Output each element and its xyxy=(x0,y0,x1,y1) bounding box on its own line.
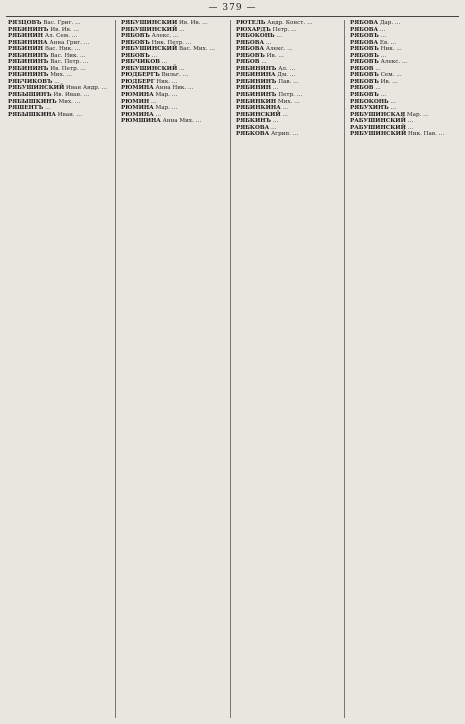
entry-details: … xyxy=(373,65,381,72)
entry-surname: РЯБУШИНСКИЙ xyxy=(121,46,178,53)
entry-details: … xyxy=(264,39,272,46)
entry-details: Алекс. … xyxy=(378,59,408,66)
entry-details: … xyxy=(373,85,381,92)
entry-surname: РЯБИНИНЪ xyxy=(8,26,49,33)
entry-surname: РЯБИНИНЪ xyxy=(8,65,49,72)
entry-details: Ник. … xyxy=(154,78,178,85)
entry-details: … xyxy=(378,92,387,99)
entry-surname: РАБУШИНСКИЙ xyxy=(350,124,406,131)
entry-details: Ев. … xyxy=(378,39,397,46)
entry-surname: РЯБИНИН xyxy=(236,85,272,92)
entry-surname: РЮМИНА xyxy=(121,85,154,92)
entry-details: … xyxy=(378,33,387,40)
column-separator xyxy=(115,20,116,718)
entry-details: … xyxy=(280,111,288,118)
entry-details: Мар. … xyxy=(405,111,429,118)
entry-surname: РЯБОВ xyxy=(350,85,374,92)
entry-details: Ив. … xyxy=(378,78,398,85)
entry-surname: РЯБОВЪ xyxy=(350,92,379,99)
entry-details: Вас. Мих. … xyxy=(177,46,215,53)
entry-details: Вас. Ник. … xyxy=(48,52,86,59)
entry-details: … xyxy=(378,52,387,59)
entry-details: Анна Мих. … xyxy=(160,118,202,125)
entry-surname: РЯБОВЪ xyxy=(350,46,379,53)
entry-surname: РЯБОВЪ xyxy=(350,52,379,59)
entry-surname: РЯБУШИНСКАЯ xyxy=(350,111,406,118)
entry-surname: РЯБОВ xyxy=(236,59,260,66)
entry-details: Алекс. … xyxy=(149,33,179,40)
entry-surname: РЮМШИНА xyxy=(121,118,161,125)
entry-details: Вильг. … xyxy=(159,72,189,79)
entry-surname: РЯБИНИНЪ xyxy=(236,65,277,72)
entry-details: Иван. … xyxy=(55,111,82,118)
entry-details: … xyxy=(271,85,279,92)
entry-surname: РЯБОВЪ xyxy=(350,78,379,85)
entry-surname: РЯБОВЪ xyxy=(350,33,379,40)
entry-details: Ив. Петр. … xyxy=(48,65,86,72)
entry-details: … xyxy=(177,65,185,72)
entry-details: Ив. Ив. … xyxy=(48,26,79,33)
column-separator xyxy=(344,20,345,718)
entry-details: … xyxy=(52,78,60,85)
entry-details: … xyxy=(149,98,157,105)
entry-details: Агрип. … xyxy=(269,131,299,138)
entry-details: Мих. … xyxy=(276,98,300,105)
entry-details: … xyxy=(405,124,414,131)
entry-surname: РЯБИНИНЪ xyxy=(236,78,277,85)
entry-surname: РЯБЫШКИНЪ xyxy=(8,98,57,105)
entry-surname: РЯБОКОНЬ xyxy=(350,98,389,105)
entry-surname: РАБУШИНСКИЙ xyxy=(350,118,406,125)
entry-details: Иван Андр. … xyxy=(64,85,108,92)
entry-surname: РЯБОКОНЬ xyxy=(236,33,275,40)
entry-details: … xyxy=(270,118,279,125)
entry-details: … xyxy=(378,26,386,33)
entry-surname: РЮДБЕРГ xyxy=(121,78,155,85)
column-4 xyxy=(350,20,457,720)
entry-surname: РЯБЫШКИНА xyxy=(8,111,56,118)
entry-surname: РЯБЧИКОВЪ xyxy=(8,78,53,85)
entry-details: Мих. … xyxy=(48,72,72,79)
entry-surname: РЯБУШИНСКИЙ xyxy=(121,26,178,33)
entry-details: Дар. … xyxy=(378,20,401,26)
column-1 xyxy=(8,20,111,720)
entry-surname: РЯБИНИНА xyxy=(8,39,48,46)
entry-details: … xyxy=(388,105,397,112)
entry-surname: РЯБУШИНСКИЙ xyxy=(350,131,407,138)
entry-surname: РЮТЕЛЬ xyxy=(236,20,266,26)
directory-entry xyxy=(8,112,111,119)
entry-surname: РЯБИНИН xyxy=(8,33,44,40)
entry-details: Ал. Сем. … xyxy=(43,33,78,40)
entry-surname: РЮХАРДЪ xyxy=(236,26,271,33)
entry-surname: РЯБУШИНСКИЙ xyxy=(8,85,65,92)
entry-surname: РЮМИНА xyxy=(121,111,154,118)
entry-details: Вас. Ник. … xyxy=(43,46,81,53)
column-separator xyxy=(230,20,231,718)
entry-surname: РЯБИНКИНА xyxy=(236,105,281,112)
entry-details: Ив. Иван. … xyxy=(51,92,90,99)
entry-surname: РЯБЧИКОВ xyxy=(121,59,161,66)
entry-surname: РЯБИНИНЪ xyxy=(236,92,277,99)
entry-surname: РЯБОВЪ xyxy=(121,33,150,40)
column-2 xyxy=(121,20,224,720)
entry-details: … xyxy=(269,124,277,131)
entry-surname: РЯШЕНТЪ xyxy=(8,105,44,112)
entry-surname: РЯБИНИНЪ xyxy=(8,52,49,59)
entry-surname: РЯБОВЪ xyxy=(350,59,379,66)
entry-details: Вас. Григ. … xyxy=(41,20,81,26)
entry-surname: РЯБЫШИНЪ xyxy=(8,92,52,99)
entry-details: Мар. … xyxy=(153,92,178,99)
entry-details: … xyxy=(259,59,267,66)
entry-surname: РЯБКОВА xyxy=(236,124,270,131)
entry-details: Ник. Петр. … xyxy=(149,39,192,46)
entry-details: Ник. Пав. … xyxy=(406,131,445,138)
entry-details: … xyxy=(405,118,414,125)
directory-entry xyxy=(236,131,339,138)
directory-entry xyxy=(350,131,457,138)
entry-details: Ник. … xyxy=(378,46,402,53)
entry-surname: РЯБИНКИН xyxy=(236,98,277,105)
entry-surname: РЯБКОВА xyxy=(236,131,270,138)
entry-surname: РЯБОВА xyxy=(350,26,379,33)
entry-details: … xyxy=(149,52,158,59)
entry-details: Мар. … xyxy=(153,105,178,112)
entry-details: Сем. … xyxy=(378,72,402,79)
page-number: — 379 — xyxy=(208,3,257,13)
entry-details: Мих. … xyxy=(56,98,81,105)
entry-surname: РЯБКИНЪ xyxy=(236,118,271,125)
entry-surname: РЯБИНСКИЙ xyxy=(236,111,281,118)
entry-surname: РЮДБЕРГЪ xyxy=(121,72,160,79)
entry-details: Анна Ник. … xyxy=(153,85,194,92)
entry-surname: РЯБОВЪ xyxy=(236,52,265,59)
entry-surname: РЯБОВА xyxy=(236,46,265,53)
entry-details: Дм. … xyxy=(275,72,296,79)
entry-details: … xyxy=(280,105,289,112)
entry-details: … xyxy=(274,33,283,40)
entry-surname: РЯБИНИН xyxy=(8,46,44,53)
entry-surname: РЯБИНИНЪ xyxy=(8,59,49,66)
directory-entry xyxy=(121,118,224,125)
entry-details: Анна Григ. … xyxy=(47,39,90,46)
entry-surname: РЯБОВА xyxy=(236,39,265,46)
entry-details: Пав. … xyxy=(276,78,299,85)
entry-details: … xyxy=(43,105,51,112)
entry-surname: РЮМИНА xyxy=(121,92,154,99)
entry-surname: РЯБОВА xyxy=(350,39,379,46)
column-3 xyxy=(236,20,339,720)
entry-surname: РЯБОВ xyxy=(350,65,374,72)
entry-details: Алекс. … xyxy=(264,46,293,53)
entry-details: Петр. … xyxy=(270,26,297,33)
entry-details: Ив. Ив. … xyxy=(177,20,208,26)
entry-surname: РЯЗЦОВЪ xyxy=(8,20,42,26)
entry-surname: РЯБУШИНСКИЙ xyxy=(121,65,178,72)
entry-details: … xyxy=(160,59,168,66)
entry-details: Ив. … xyxy=(264,52,284,59)
entry-surname: РЮМИН xyxy=(121,98,150,105)
entry-details: … xyxy=(177,26,185,33)
entry-surname: РЯБИНИНА xyxy=(236,72,276,79)
entry-surname: РЯБОВЪ xyxy=(350,72,379,79)
header-rule xyxy=(6,16,459,17)
entry-surname: РЯБУХИНЪ xyxy=(350,105,389,112)
entry-details: … xyxy=(388,98,397,105)
entry-details: Ал. … xyxy=(276,65,296,72)
entry-surname: РЯБОВЪ xyxy=(121,39,150,46)
entry-surname: РЯБИНИНЪ xyxy=(8,72,49,79)
entry-details: … xyxy=(153,111,162,118)
entry-surname: РЯБУШИНСКИЙ xyxy=(121,20,178,26)
entry-details: Андр. Конст. … xyxy=(265,20,313,26)
entry-surname: РЮМИНА xyxy=(121,105,154,112)
entry-surname: РЯБОВА xyxy=(350,20,379,26)
entry-surname: РЯБОВЪ xyxy=(121,52,150,59)
entry-details: Вас. Петр. … xyxy=(48,59,89,66)
entry-details: Петр. … xyxy=(276,92,303,99)
